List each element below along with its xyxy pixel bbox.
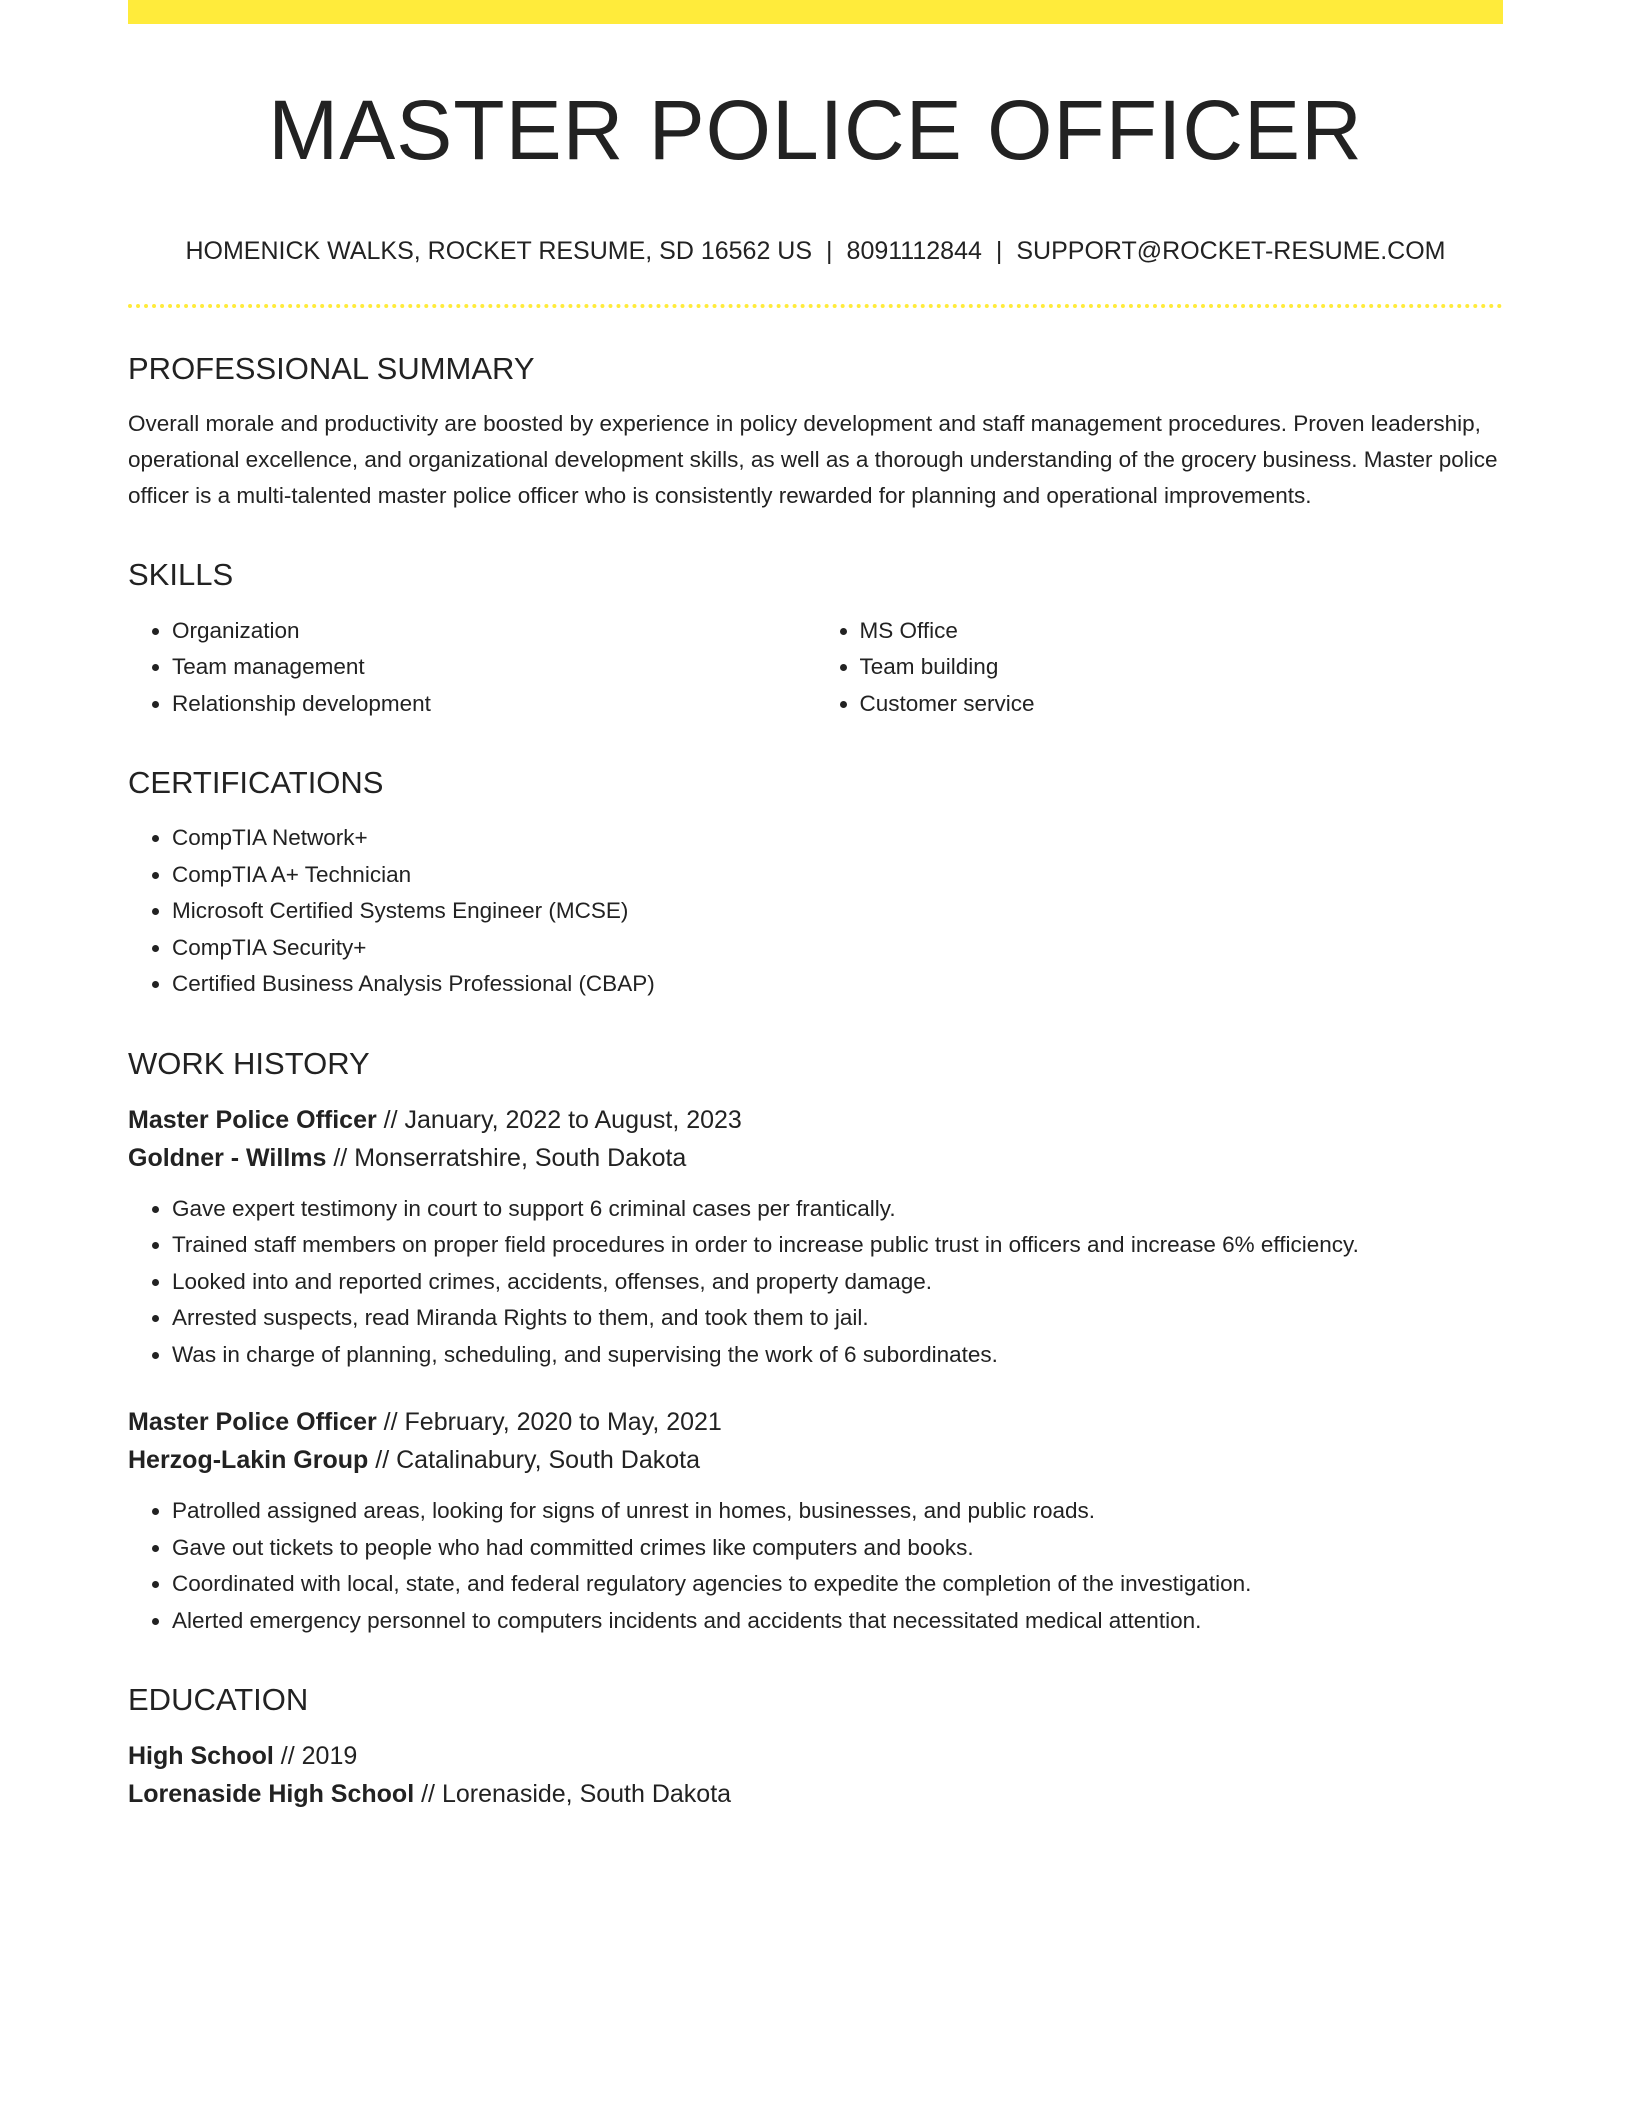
skill-item: • Customer service (860, 686, 1504, 723)
job-role: Master Police Officer (128, 1408, 377, 1437)
certification-item: • Certified Business Analysis Professional (CBAP) (172, 966, 1503, 1003)
job-dates: January, 2022 to August, 2023 (404, 1105, 742, 1134)
education-school: Lorenaside High School (128, 1780, 415, 1809)
skill-item: • MS Office (860, 613, 1504, 650)
candidate-name: MASTER POLICE OFFICER (268, 83, 1363, 177)
certifications-list (128, 820, 1503, 1003)
skill-item: • Team building (860, 649, 1504, 686)
skill-item: • Organization (172, 613, 816, 650)
education-year: 2019 (301, 1742, 358, 1771)
job-bullet: • Trained staff members on proper field procedures in order to increase public trust in officers and increase 6% efficiency. (172, 1227, 1503, 1264)
job-company-line (128, 1139, 1503, 1177)
job-bullet: • Was in charge of planning, scheduling, and supervising the work of 6 subordinates. (172, 1337, 1503, 1374)
job-dates: February, 2020 to May, 2021 (404, 1408, 722, 1437)
contact-address: HOMENICK WALKS, ROCKET RESUME, SD 16562 US (185, 237, 813, 266)
job-bullet: • Patrolled assigned areas, looking for signs of unrest in homes, businesses, and public roads. (172, 1493, 1503, 1530)
contact-separator: | (826, 237, 833, 266)
skills-columns (128, 613, 1503, 723)
contact-separator: | (995, 237, 1003, 266)
job-bullet: • Alerted emergency personnel to computers incidents and accidents that necessitated medical attention. (172, 1603, 1503, 1640)
skills-heading: SKILLS (128, 557, 234, 593)
job-separator: // (333, 1143, 348, 1172)
skill-item: • Team management (172, 649, 816, 686)
contact-line (128, 236, 1503, 266)
accent-top-bar (128, 0, 1503, 24)
job-company: Goldner - Willms (128, 1143, 327, 1172)
job-separator: // (375, 1446, 390, 1475)
job-location: Monserratshire, South Dakota (354, 1143, 687, 1172)
skills-left-list (128, 613, 816, 723)
job-role: Master Police Officer (128, 1105, 377, 1134)
education-degree-line (128, 1737, 1503, 1775)
skill-item: • Relationship development (172, 686, 816, 723)
job-spacer (128, 1373, 1503, 1403)
job-entry (128, 1403, 1503, 1639)
education-degree: High School (128, 1742, 274, 1771)
job-role-line (128, 1403, 1503, 1441)
job-location: Catalinabury, South Dakota (396, 1446, 700, 1475)
job-company: Herzog-Lakin Group (128, 1446, 369, 1475)
skills-right-list (816, 613, 1504, 723)
job-bullet: • Arrested suspects, read Miranda Rights to them, and took them to jail. (172, 1300, 1503, 1337)
job-company-line (128, 1441, 1503, 1479)
education-heading: EDUCATION (128, 1682, 309, 1718)
certification-item: • CompTIA Network+ (172, 820, 1503, 857)
education-separator: // (280, 1742, 295, 1771)
contact-email: SUPPORT@ROCKET-RESUME.COM (1016, 237, 1446, 266)
contact-phone: 8091112844 (846, 237, 982, 266)
certification-item: • Microsoft Certified Systems Engineer (MCSE) (172, 893, 1503, 930)
education-location: Lorenaside, South Dakota (441, 1780, 732, 1809)
job-bullet: • Looked into and reported crimes, accidents, offenses, and property damage. (172, 1264, 1503, 1301)
resume-page (128, 0, 1503, 1813)
dotted-divider (128, 304, 1503, 308)
summary-text: Overall morale and productivity are boosted by experience in policy development and staff management procedures. Proven leadership, operational excellence, and organizational development skills, as well as a thorough understanding of the grocery business. Master police officer is a multi-talented master police officer who is consistently rewarded for planning and operational improvements. (128, 411, 1498, 509)
education-school-line (128, 1775, 1503, 1813)
job-entry (128, 1101, 1503, 1374)
job-bullet: • Gave out tickets to people who had committed crimes like computers and books. (172, 1530, 1503, 1567)
certification-item: • CompTIA Security+ (172, 930, 1503, 967)
certification-item: • CompTIA A+ Technician (172, 857, 1503, 894)
job-bullets (128, 1191, 1503, 1374)
summary-heading: PROFESSIONAL SUMMARY (128, 351, 535, 387)
job-role-line (128, 1101, 1503, 1139)
job-separator: // (383, 1105, 398, 1134)
education-separator: // (421, 1780, 436, 1809)
work-history-heading: WORK HISTORY (128, 1045, 370, 1081)
certifications-heading: CERTIFICATIONS (128, 765, 384, 801)
job-bullets (128, 1493, 1503, 1639)
job-bullet: • Coordinated with local, state, and federal regulatory agencies to expedite the completion of the investigation. (172, 1566, 1503, 1603)
job-separator: // (383, 1408, 398, 1437)
job-bullet: • Gave expert testimony in court to support 6 criminal cases per frantically. (172, 1191, 1503, 1228)
